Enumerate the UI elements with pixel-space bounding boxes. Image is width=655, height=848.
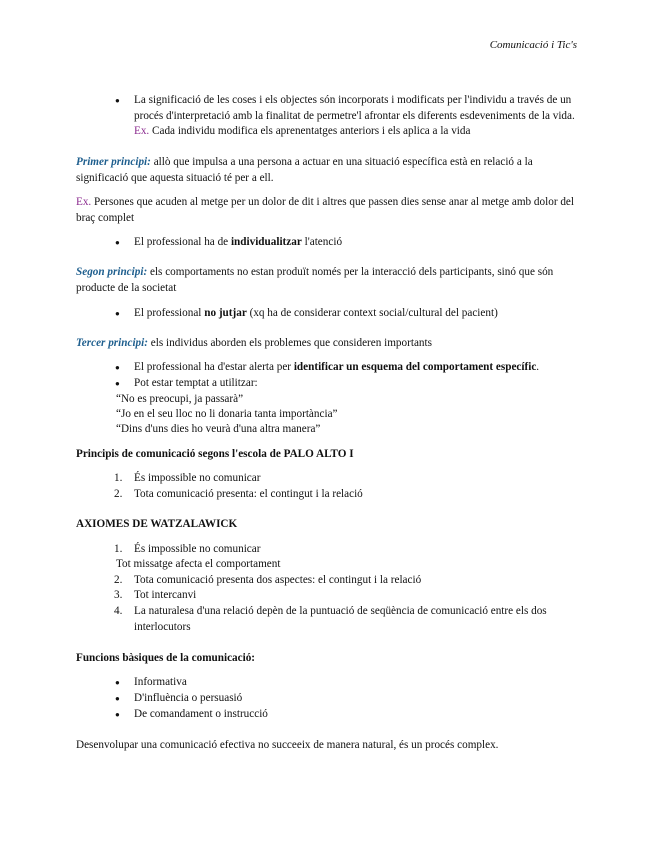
principle-text: allò que impulsa a una persona a actuar en una situació específica està en relació a la significació que aquesta situació té per a ell. [76, 156, 533, 184]
quote-2: “Jo en el seu lloc no li donaria tanta importància” [116, 408, 338, 420]
page-header: Comunicació i Tic's [489, 39, 577, 51]
list-item [114, 471, 584, 487]
principle-label: Primer principi: [76, 156, 151, 168]
closing-paragraph: Desenvolupar una comunicació efectiva no succeeix de manera natural, és un procés complex. [76, 739, 499, 751]
list-text: La naturalesa d'una relació depèn de la puntuació de seqüència de comunicació entre els dos interlocutors [134, 605, 547, 633]
principle-label: Segon principi: [76, 266, 148, 278]
bullet-text: El professional ha de [134, 236, 229, 248]
bullet-text: El professional ha d'estar alerta per [134, 361, 292, 373]
example-label: Ex. [76, 196, 92, 208]
list-text: Tota comunicació presenta: el contingut i la relació [134, 488, 363, 500]
list-text: És impossible no comunicar [134, 472, 261, 484]
quote-1: “No es preocupi, ja passarà” [116, 393, 244, 405]
heading-palo-alto: Principis de comunicació segons l'escola de PALO ALTO I [76, 448, 354, 460]
tercer-principi [76, 336, 581, 352]
bullet-temptat [134, 376, 584, 392]
list-text: És impossible no comunicar [134, 543, 261, 555]
list-item: ● D'influència o persuasió [134, 691, 584, 707]
example-paragraph [76, 195, 581, 226]
bullet-identificar [134, 360, 584, 376]
bullet-bold-text: individualitzar [230, 236, 302, 248]
bullet-significacio [134, 93, 584, 140]
list-number: 2. [114, 488, 123, 500]
segon-principi [76, 265, 581, 296]
list-item [114, 542, 584, 558]
example-text: Persones que acuden al metge per un dolor de dit i altres que passen dies sense anar al metge amb dolor del braç complet [76, 196, 575, 224]
list-item [114, 487, 584, 503]
bullet-text: El professional [134, 307, 202, 319]
principle-text: els comportaments no estan produït només per la interacció dels participants, sinó que són producte de la societat [76, 266, 554, 294]
list-number: 1. [114, 543, 123, 555]
principle-text: els individus aborden els problemes que consideren importants [150, 337, 432, 349]
list-item [114, 588, 584, 604]
bullet-text: . [536, 361, 540, 373]
list-text: Tot intercanvi [134, 589, 197, 601]
heading-axiomes: AXIOMES DE WATZALAWICK [76, 518, 238, 530]
sub-line: Tot missatge afecta el comportament [116, 558, 281, 570]
bullet-no-jutjar [134, 306, 584, 322]
example-label: Ex. [134, 125, 150, 137]
list-number: 1. [114, 472, 123, 484]
list-item: ● De comandament o instrucció [134, 707, 584, 723]
primer-principi [76, 155, 581, 186]
bullet-text: l'atenció [304, 236, 343, 248]
bullet-text: (xq ha de considerar context social/cultural del pacient) [249, 307, 498, 319]
list-number: 2. [114, 574, 123, 586]
quote-3: “Dins d'uns dies ho veurà d'una altra manera” [116, 423, 321, 435]
example-text: Cada individu modifica els aprenentatges anteriors i els aplica a la vida [152, 125, 471, 137]
bullet-text: Pot estar temptat a utilitzar: [134, 377, 258, 389]
principle-label: Tercer principi: [76, 337, 148, 349]
list-text: Tota comunicació presenta dos aspectes: el contingut i la relació [134, 574, 422, 586]
heading-funcions: Funcions bàsiques de la comunicació: [76, 652, 256, 664]
list-number: 4. [114, 605, 123, 617]
list-item [114, 604, 584, 635]
bullet-individualitzar [134, 235, 584, 251]
list-item: ● Informativa [134, 675, 584, 691]
bullet-bold-text: identificar un esquema del comportament específic [293, 361, 537, 373]
list-item [114, 573, 584, 589]
bullet-bold-text: no jutjar [204, 307, 247, 319]
bullet-text: La significació de les coses i els objectes són incorporats i modificats per l'individu a través de un procés d'interpretació amb la finalitat de permetre'l afrontar els diferents esdeveniments de la vida. [134, 94, 575, 122]
list-number: 3. [114, 589, 123, 601]
